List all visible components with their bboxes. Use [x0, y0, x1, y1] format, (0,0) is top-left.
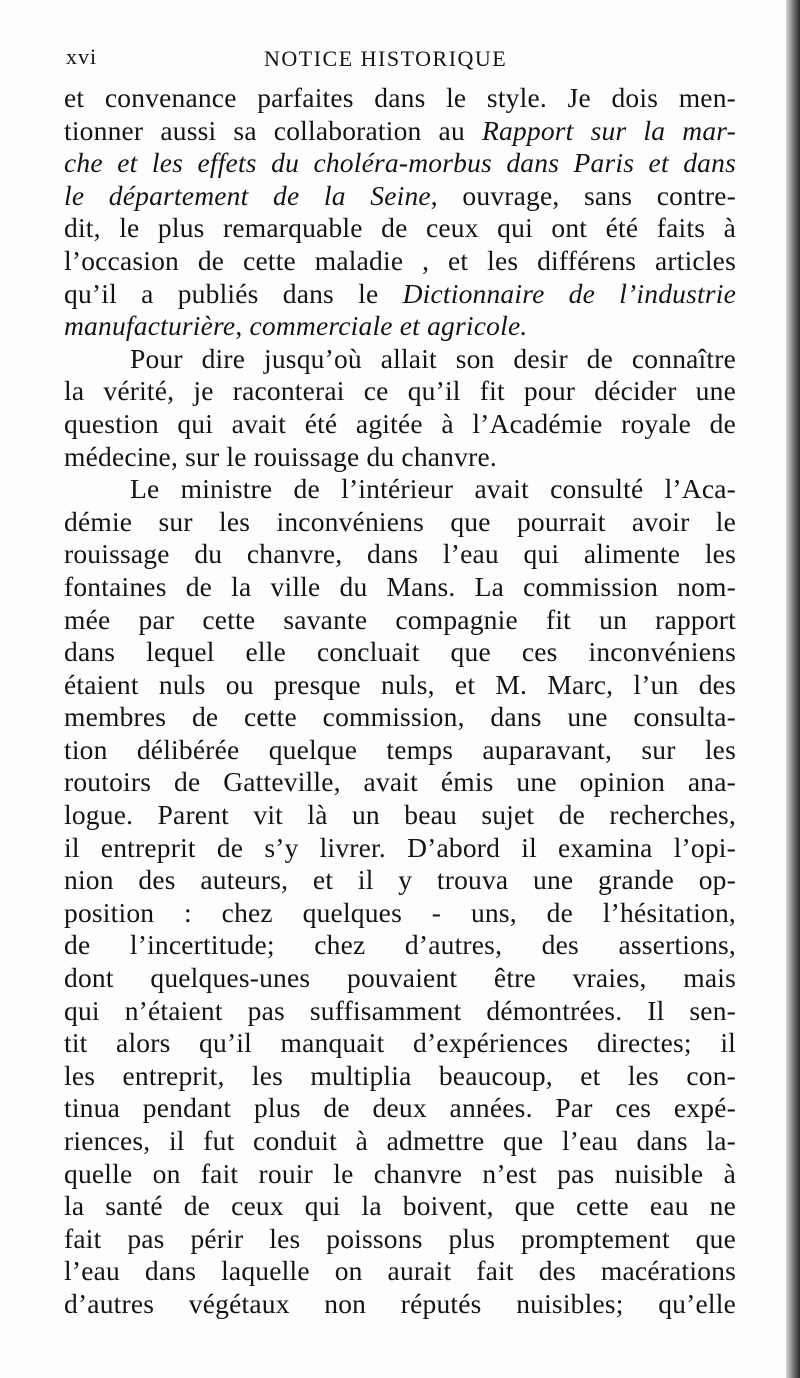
text-segment: l’eau dans laquelle on aurait fait des macérations: [64, 1255, 736, 1287]
text-segment: la vérité, je raconterai ce qu’il fit pour décider une: [64, 375, 736, 407]
text-segment: position : chez quelques - uns, de l’hésitation,: [64, 896, 736, 928]
italic-text-segment: Rapport sur la mar-: [481, 114, 736, 146]
text-segment: ,: [235, 310, 250, 342]
text-line: [64, 441, 736, 474]
text-line: [64, 734, 736, 767]
italic-text-segment: che et les effets du choléra-morbus dans Paris et dans: [64, 147, 736, 179]
text-segment: logue. Parent vit là un beau sujet de recherches,: [64, 799, 736, 831]
text-line: [64, 310, 736, 343]
text-segment: Le ministre de l’intérieur avait consulté l’Aca-: [130, 473, 736, 505]
text-segment: tinua pendant plus de deux années. Par ces expé-: [64, 1092, 736, 1124]
body-text: [64, 82, 736, 1321]
text-line: [64, 766, 736, 799]
text-line: [64, 180, 736, 213]
text-line: [64, 929, 736, 962]
text-line: [64, 82, 736, 115]
text-segment: tion délibérée quelque temps auparavant, sur les: [64, 733, 736, 765]
text-segment: d’autres végétaux non réputés nuisibles; qu’elle: [64, 1287, 736, 1319]
text-segment: , ouvrage, sans contre-: [430, 179, 736, 211]
italic-text-segment: commerciale et agricole.: [249, 310, 528, 342]
text-segment: qu’il a publiés dans le: [64, 277, 403, 309]
text-line: [64, 147, 736, 180]
text-line: [64, 897, 736, 930]
text-segment: la santé de ceux qui la boivent, que cette eau ne: [64, 1190, 736, 1222]
text-line: [64, 1092, 736, 1125]
text-line: [64, 115, 736, 148]
text-segment: mée par cette savante compagnie fit un rapport: [64, 603, 736, 635]
text-segment: il entreprit de s’y livrer. D’abord il examina l’opi-: [64, 831, 736, 863]
page-number: xvi: [66, 44, 98, 69]
text-segment: fait pas périr les poissons plus promptement que: [64, 1222, 736, 1254]
text-line: [64, 1027, 736, 1060]
text-line: [64, 1190, 736, 1223]
page-gutter-shadow: [786, 0, 800, 1378]
text-line: [64, 473, 736, 506]
text-segment: riences, il fut conduit à admettre que l’eau dans la-: [64, 1125, 736, 1156]
italic-text-segment: manufacturière: [64, 310, 236, 342]
text-line: [64, 1288, 736, 1321]
text-segment: dans lequel elle concluait que ces inconvéniens: [64, 636, 736, 668]
text-segment: rouissage du chanvre, dans l’eau qui alimente les: [64, 538, 736, 570]
text-line: [64, 538, 736, 571]
text-line: [64, 1158, 736, 1191]
text-line: [64, 212, 736, 245]
text-segment: médecine, sur le rouissage du chanvre.: [64, 440, 497, 472]
text-line: [64, 1060, 736, 1093]
text-segment: tit alors qu’il manquait d’expériences directes; il: [64, 1027, 736, 1059]
text-segment: dont quelques-unes pouvaient être vraies, mais: [64, 962, 736, 994]
text-line: [64, 375, 736, 408]
text-line: [64, 799, 736, 832]
text-line: [64, 1223, 736, 1256]
text-line: [64, 343, 736, 376]
text-segment: tionner aussi sa collaboration au: [64, 114, 482, 146]
text-line: [64, 701, 736, 734]
text-segment: les entreprit, les multiplia beaucoup, et les con-: [64, 1059, 736, 1091]
text-segment: quelle on fait rouir le chanvre n’est pas nuisible à: [64, 1157, 736, 1189]
italic-text-segment: le département de la Seine: [64, 179, 431, 211]
text-line: [64, 408, 736, 441]
text-segment: dit, le plus remarquable de ceux qui ont été faits à: [64, 212, 736, 244]
text-segment: et convenance parfaites dans le style. Je dois men-: [64, 82, 736, 113]
text-line: [64, 571, 736, 604]
text-line: [64, 1255, 736, 1288]
text-line: [64, 604, 736, 637]
text-line: [64, 636, 736, 669]
text-line: [64, 962, 736, 995]
text-segment: de l’incertitude; chez d’autres, des assertions,: [64, 929, 736, 961]
text-segment: question qui avait été agitée à l’Académie royale de: [64, 407, 736, 439]
italic-text-segment: Dictionnaire de l’industrie: [402, 277, 737, 309]
text-segment: l’occasion de cette maladie , et les différens articles: [64, 244, 736, 276]
text-line: [64, 832, 736, 865]
text-line: [64, 864, 736, 897]
text-segment: nion des auteurs, et il y trouva une grande op-: [64, 864, 736, 896]
text-line: [64, 995, 736, 1028]
text-line: [64, 245, 736, 278]
text-segment: fontaines de la ville du Mans. La commission nom-: [64, 570, 736, 602]
text-line: [64, 506, 736, 539]
text-line: [64, 1125, 736, 1158]
text-segment: démie sur les inconvéniens que pourrait avoir le: [64, 505, 736, 537]
text-segment: étaient nuls ou presque nuls, et M. Marc, l’un des: [64, 668, 736, 700]
text-segment: membres de cette commission, dans une consulta-: [64, 701, 736, 733]
text-segment: qui n’étaient pas suffisamment démontrées. Il sen-: [64, 994, 736, 1026]
running-head: NOTICE HISTORIQUE: [264, 46, 508, 71]
text-segment: Pour dire jusqu’où allait son desir de connaître: [130, 342, 736, 374]
page-header: [66, 38, 746, 74]
text-line: [64, 278, 736, 311]
text-segment: routoirs de Gatteville, avait émis une opinion ana-: [64, 766, 736, 798]
text-line: [64, 669, 736, 702]
